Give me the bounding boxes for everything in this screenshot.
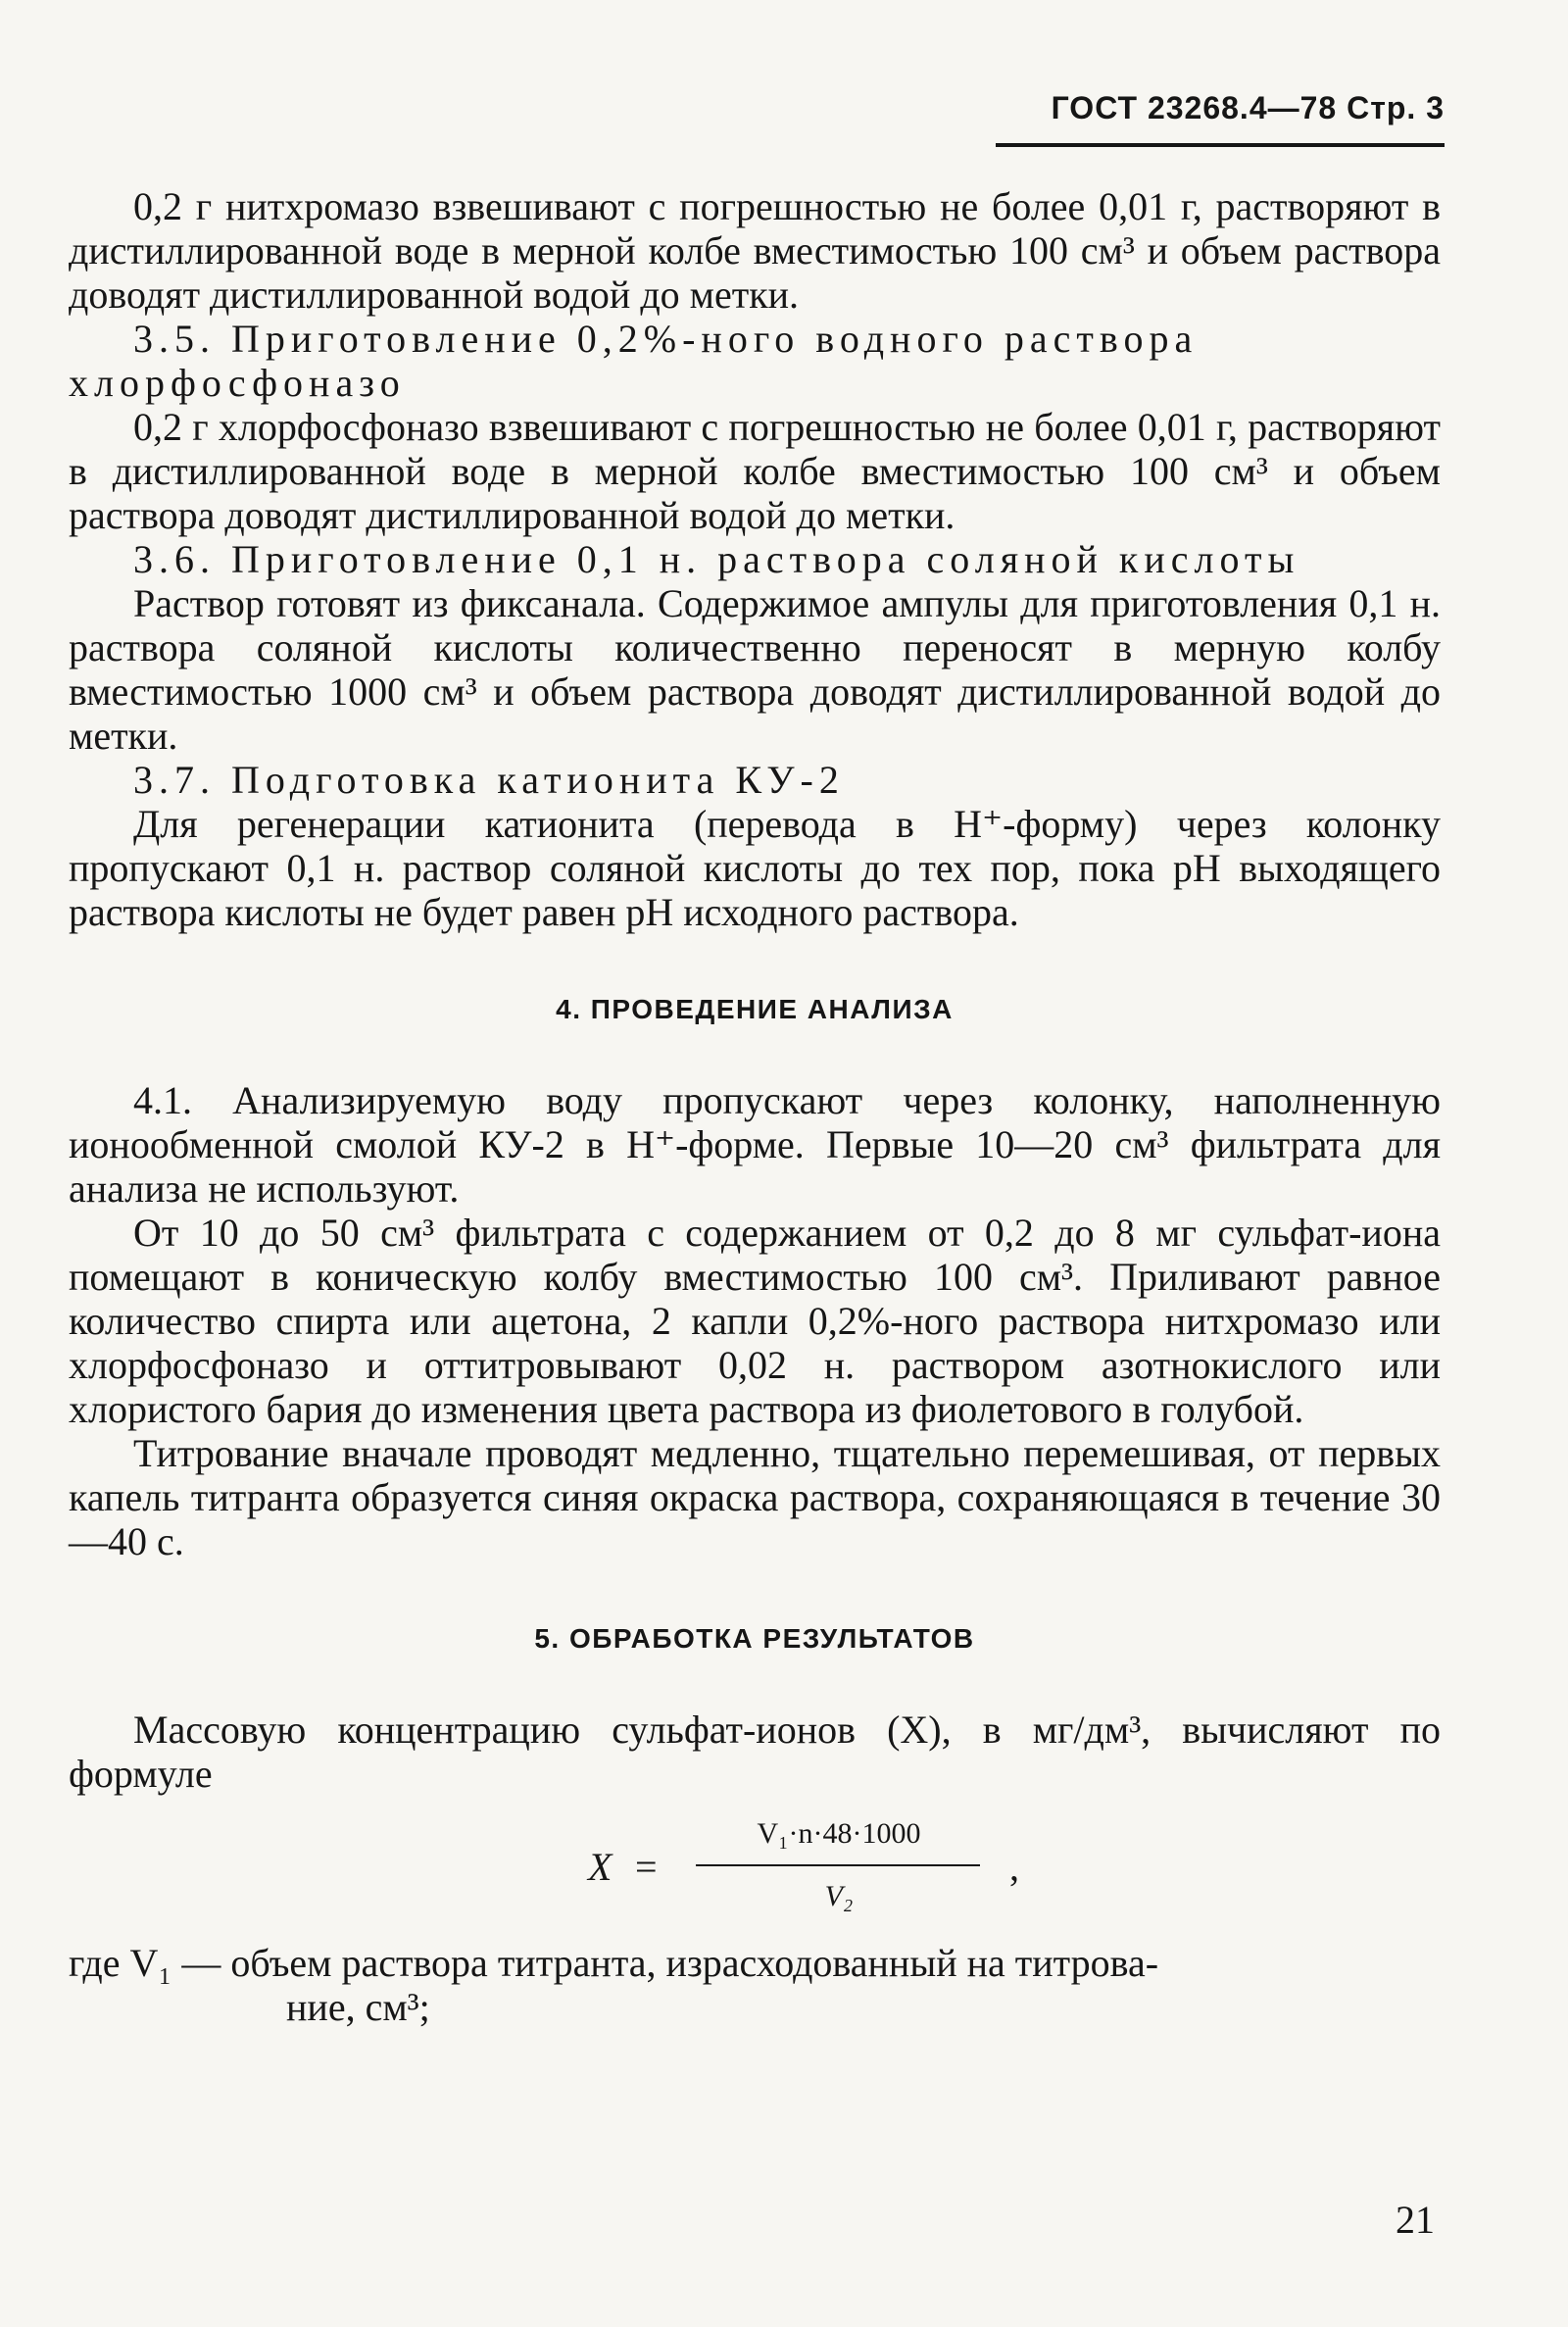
page-number: 21 xyxy=(1396,2198,1435,2242)
page-header xyxy=(0,0,1568,157)
paragraph-3-5: 0,2 г хлорфосфоназо взвешивают с погрешностью не более 0,01 г, растворяют в дистиллированной воде в мерной колбе вместимостью 100 см³ и объем раствора доводят дистиллированной водой до метки. xyxy=(69,405,1441,537)
formula-comma: , xyxy=(1009,1845,1019,1889)
where-definition-line1: где V₁ — объем раствора титранта, израсходованный на титрова- xyxy=(69,1941,1159,1985)
document-body xyxy=(69,184,1441,2029)
section-4-title: 4. ПРОВЕДЕНИЕ АНАЛИЗА xyxy=(556,994,954,1024)
document-header: ГОСТ 23268.4—78 Стр. 3 xyxy=(1051,90,1445,125)
section-3-5-heading: 3.5. Приготовление 0,2%-ного водного раствора хлорфосфоназо xyxy=(69,317,1199,405)
section-3-7-heading: 3.7. Подготовка катионита КУ-2 xyxy=(133,758,845,802)
paragraph-3-6: Раствор готовят из фиксанала. Содержимое ампулы для приготовления 0,1 н. раствора соляной кислоты количественно переносят в мерную колбу вместимостью 1000 см³ и объем раствора доводят дистиллированной водой до метки. xyxy=(69,581,1441,758)
concentration-formula xyxy=(69,1806,1441,1933)
fraction-bar xyxy=(696,1864,980,1866)
paragraph-5-1: Массовую концентрацию сульфат-ионов (X), в мг/дм³, вычисляют по формуле xyxy=(69,1708,1441,1796)
paragraph-4-2: От 10 до 50 см³ фильтрата с содержанием от 0,2 до 8 мг сульфат-иона помещают в коническую колбу вместимостью 100 см³. Приливают равное количество спирта или ацетона, 2 капли 0,2%-ного раствора нитхромазо или хлорфосфоназо и оттитровывают 0,02 н. раствором азотнокислого или хлористого бария до изменения цвета раствора из фиолетового в голубой. xyxy=(69,1211,1441,1431)
section-3-6-heading: 3.6. Приготовление 0,1 н. раствора соляной кислоты xyxy=(133,537,1300,581)
paragraph-4-3: Титрование вначале проводят медленно, тщательно перемешивая, от первых капель титранта образуется синяя окраска раствора, сохраняющаяся в течение 30—40 с. xyxy=(69,1431,1441,1563)
where-definition-line2: ние, см³; xyxy=(286,1985,430,2029)
formula-equals: = xyxy=(635,1845,658,1889)
header-rule xyxy=(996,143,1445,147)
paragraph-3-7: Для регенерации катионита (перевода в H⁺-форму) через колонку пропускают 0,1 н. раствор соляной кислоты до тех пор, пока pH выходящего раствора кислоты не будет равен pH исходного раствора. xyxy=(69,802,1441,934)
paragraph-4-1: 4.1. Анализируемую воду пропускают через колонку, наполненную ионообменной смолой КУ-2 в H⁺-форме. Первые 10—20 см³ фильтрата для анализа не используют. xyxy=(69,1078,1441,1211)
section-5-title: 5. ОБРАБОТКА РЕЗУЛЬТАТОВ xyxy=(534,1623,975,1654)
formula-lhs: X xyxy=(588,1845,612,1889)
formula-denominator: V₂ xyxy=(824,1880,854,1912)
formula-numerator: V₁·n·48·1000 xyxy=(757,1817,921,1850)
paragraph-nitchromazo: 0,2 г нитхромазо взвешивают с погрешностью не более 0,01 г, растворяют в дистиллированной воде в мерной колбе вместимостью 100 см³ и объем раствора доводят дистиллированной водой до метки. xyxy=(69,184,1441,317)
